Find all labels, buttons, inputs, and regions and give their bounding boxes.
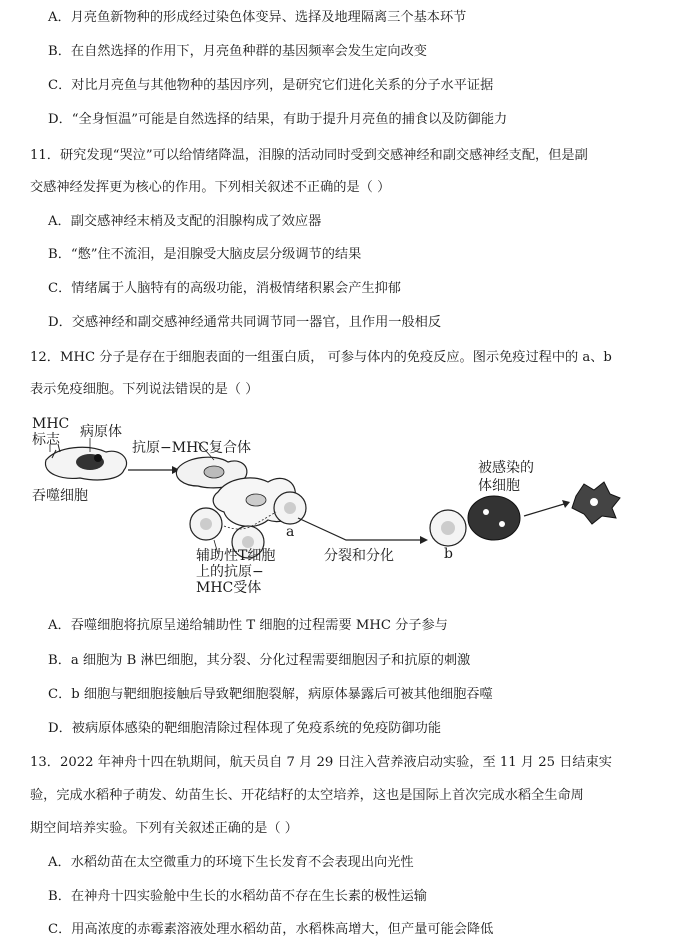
q10-option-c: C．对比月亮鱼与其他物种的基因序列，是研究它们进化关系的分子水平证据 <box>48 78 494 93</box>
q12-option-c: C．b 细胞与靶细胞接触后导致靶细胞裂解，病原体暴露后可被其他细胞吞噬 <box>48 687 493 702</box>
phagocyte-image <box>45 444 126 480</box>
q13-option-b: B．在神舟十四实验舱中生长的水稻幼苗不存在生长素的极性运输 <box>48 889 427 904</box>
q11-option-d: D．交感神经和副交感神经通常共同调节同一器官，且作用一般相反 <box>48 315 442 330</box>
immune-process-figure <box>28 408 628 608</box>
q10-option-d: D．“全身恒温”可能是自然选择的结果，有助于提升月亮鱼的捕食以及防御能力 <box>48 112 508 127</box>
label-pathogen: 病原体 <box>80 424 122 440</box>
q11-option-c: C．情绪属于人脑特有的高级功能，消极情绪积累会产生抑郁 <box>48 281 401 296</box>
q12-option-b: B．a 细胞为 B 淋巴细胞，其分裂、分化过程需要细胞因子和抗原的刺激 <box>48 653 471 668</box>
q13-stem-line1: 13．2022 年神舟十四在轨期间，航天员自 7 月 29 日注入营养液启动实验，至 11 月 25 日结束实 <box>30 755 612 770</box>
q13-stem-line3: 期空间培养实验。下列有关叙述正确的是（ ） <box>30 821 298 836</box>
label-mhc-line2: 标志 <box>32 432 60 448</box>
q10-option-b: B．在自然选择的作用下，月亮鱼种群的基因频率会发生定向改变 <box>48 44 427 59</box>
lysed-cell-image <box>572 482 620 524</box>
arrow-2 <box>298 518 420 540</box>
q12-option-d: D．被病原体感染的靶细胞清除过程体现了免疫系统的免疫防御功能 <box>48 721 442 736</box>
label-infected-line2: 体细胞 <box>478 478 520 494</box>
cell-b-image <box>430 496 520 546</box>
label-mhc-line1: MHC <box>32 416 70 432</box>
q13-option-c: C．用高浓度的赤霉素溶液处理水稻幼苗，水稻株高增大，但产量可能会降低 <box>48 922 494 937</box>
q12-option-a: A．吞噬细胞将抗原呈递给辅助性 T 细胞的过程需要 MHC 分子参与 <box>48 618 448 633</box>
helper-t-cell-complex-image <box>190 478 306 558</box>
q12-stem-line2: 表示免疫细胞。下列说法错误的是（ ） <box>30 382 259 397</box>
label-b: b <box>444 546 453 562</box>
label-phagocyte: 吞噬细胞 <box>32 488 88 504</box>
q11-stem-line1: 11．研究发现“哭泣”可以给情绪降温，泪腺的活动同时受到交感神经和副交感神经支配，但是副 <box>30 148 588 163</box>
q11-option-a: A．副交感神经末梢及支配的泪腺构成了效应器 <box>48 214 322 229</box>
q11-stem-line2: 交感神经发挥更为核心的作用。下列相关叙述不正确的是（ ） <box>30 180 391 195</box>
label-helper-line3: MHC受体 <box>196 580 262 596</box>
label-complex: 抗原−MHC复合体 <box>132 440 251 456</box>
q11-option-b: B．“憋”住不流泪，是泪腺受大脑皮层分级调节的结果 <box>48 247 362 262</box>
q12-stem-line1: 12．MHC 分子是存在于细胞表面的一组蛋白质， 可参与体内的免疫反应。图示免疫过程中的 a、b <box>30 350 612 365</box>
arrow-3 <box>524 504 564 516</box>
q10-option-a: A．月亮鱼新物种的形成经过染色体变异、选择及地理隔离三个基本环节 <box>48 10 467 25</box>
label-helper-line2: 上的抗原− <box>196 564 264 580</box>
label-infected-line1: 被感染的 <box>478 460 534 476</box>
label-a: a <box>286 524 295 540</box>
q13-stem-line2: 验，完成水稻种子萌发、幼苗生长、开花结籽的太空培养，这也是国际上首次完成水稻全生命周 <box>30 788 584 803</box>
label-process: 分裂和分化 <box>324 548 394 564</box>
q13-option-a: A．水稻幼苗在太空微重力的环境下生长发育不会表现出向光性 <box>48 855 414 870</box>
label-helper-line1: 辅助性T细胞 <box>196 548 276 564</box>
